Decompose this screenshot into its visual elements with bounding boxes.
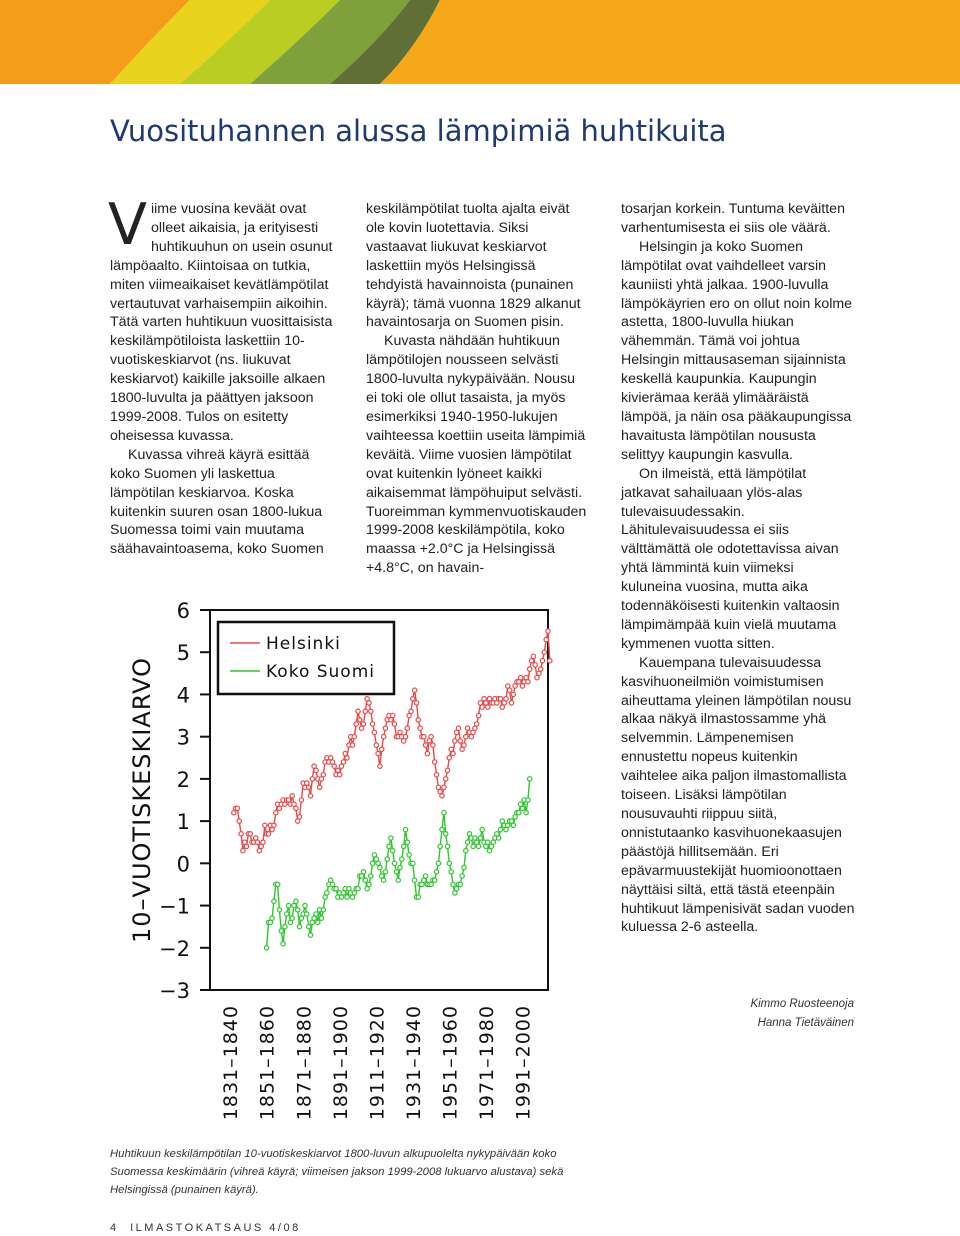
data-point-koko-suomi: [319, 916, 323, 920]
data-point-koko-suomi: [383, 870, 387, 874]
y-axis-ticks: [159, 599, 210, 1003]
intro-text: iime vuosina keväät ovat olleet aikaisia, ja erityisesti huhtikuuhun on usein osunut lämpöaalto. Kiintoisaa on tutkia, miten viimeaikaiset kevätlämpötilat vertautuvat varhaisempiin aikoihin. Tätä varten huhtikuun vuosittaisista keskilämpötiloista laskettiin 10-vuotiskeskiarvot (ns. liukuvat keskiarvot) kaikille jaksoille alkaen 1800-luvulta ja päättyen jaksoon 1999-2008. Tulos on esitetty oheisessa kuvassa.: [110, 201, 333, 444]
data-point-koko-suomi: [464, 849, 468, 853]
data-point-koko-suomi: [497, 836, 501, 840]
legend: [218, 622, 394, 694]
data-point-helsinki: [345, 756, 349, 760]
x-tick-label: 1911–1920: [366, 1005, 389, 1121]
column2-paragraph-1: keskilämpötilat tuolta ajalta eivät ole kovin luotettavia. Siksi vastaavat liukuvat keskiarvot laskettiin myös Helsingissä tehdyistä havainnoista (punainen käyrä); tämä vuonna 1829 alkanut havaintosarja on Suomen pisin.: [366, 201, 581, 331]
data-point-koko-suomi: [498, 827, 502, 831]
data-point-koko-suomi: [444, 832, 448, 836]
data-point-helsinki: [476, 713, 480, 717]
data-point-koko-suomi: [394, 870, 398, 874]
data-point-koko-suomi: [520, 806, 524, 810]
data-point-helsinki: [416, 718, 420, 722]
data-point-helsinki: [235, 806, 239, 810]
x-tick-label: 1831–1840: [220, 1005, 243, 1121]
x-tick-label: 1971–1980: [475, 1005, 498, 1121]
data-point-helsinki: [451, 751, 455, 755]
data-point-helsinki: [239, 832, 243, 836]
data-point-helsinki: [380, 747, 384, 751]
data-point-helsinki: [378, 764, 382, 768]
y-tick-label: 6: [176, 599, 190, 623]
data-point-helsinki: [391, 713, 395, 717]
data-point-koko-suomi: [286, 903, 290, 907]
data-point-koko-suomi: [398, 865, 402, 869]
data-point-helsinki: [370, 722, 374, 726]
data-point-koko-suomi: [458, 882, 462, 886]
publication-name: ILMASTOKATSAUS 4/08: [130, 1222, 301, 1234]
data-point-helsinki: [442, 785, 446, 789]
data-point-koko-suomi: [403, 827, 407, 831]
data-point-helsinki: [431, 743, 435, 747]
data-point-koko-suomi: [442, 811, 446, 815]
authors: [750, 995, 854, 1033]
data-point-helsinki: [266, 832, 270, 836]
data-point-koko-suomi: [451, 882, 455, 886]
data-point-helsinki: [352, 735, 356, 739]
data-point-helsinki: [332, 764, 336, 768]
x-axis-ticks: [220, 1005, 534, 1120]
data-point-helsinki: [381, 735, 385, 739]
x-tick-label: 1991–2000: [512, 1005, 535, 1121]
data-point-helsinki: [255, 840, 259, 844]
data-point-koko-suomi: [411, 861, 415, 865]
data-point-koko-suomi: [480, 827, 484, 831]
data-point-helsinki: [504, 697, 508, 701]
data-point-helsinki: [261, 840, 265, 844]
data-point-helsinki: [361, 722, 365, 726]
data-point-helsinki: [533, 663, 537, 667]
data-point-koko-suomi: [460, 874, 464, 878]
data-point-helsinki: [297, 815, 301, 819]
data-point-koko-suomi: [334, 887, 338, 891]
column1-paragraph-2: Kuvassa vihreä käyrä esittää koko Suomen yli laskettua lämpötilan keskiarvoa. Koska kuitenkin suuren osan 1800-lukua Suomessa toimi vain muutama säähavaintoasema, koko Suomen: [110, 446, 324, 558]
y-tick-label: −3: [159, 979, 190, 1003]
data-point-koko-suomi: [264, 946, 268, 950]
data-point-helsinki: [310, 777, 314, 781]
legend-helsinki-label: Helsinki: [266, 634, 341, 654]
footer: [110, 1222, 301, 1234]
data-point-helsinki: [237, 819, 241, 823]
data-point-helsinki: [433, 760, 437, 764]
data-point-koko-suomi: [416, 895, 420, 899]
data-point-helsinki: [511, 692, 515, 696]
data-point-helsinki: [412, 688, 416, 692]
data-point-koko-suomi: [325, 891, 329, 895]
data-point-helsinki: [540, 659, 544, 663]
data-point-koko-suomi: [412, 878, 416, 882]
y-tick-label: −2: [159, 936, 190, 961]
data-point-koko-suomi: [356, 887, 360, 891]
data-point-helsinki: [307, 785, 311, 789]
data-point-koko-suomi: [296, 908, 300, 912]
data-point-koko-suomi: [465, 840, 469, 844]
data-point-helsinki: [422, 735, 426, 739]
data-point-helsinki: [507, 688, 511, 692]
data-point-koko-suomi: [285, 912, 289, 916]
data-point-koko-suomi: [405, 840, 409, 844]
data-point-koko-suomi: [402, 844, 406, 848]
data-point-helsinki: [440, 794, 444, 798]
x-tick-label: 1891–1900: [329, 1005, 352, 1121]
data-point-koko-suomi: [308, 933, 312, 937]
data-point-helsinki: [383, 726, 387, 730]
y-tick-label: 2: [176, 767, 190, 792]
data-point-helsinki: [458, 739, 462, 743]
data-point-koko-suomi: [471, 844, 475, 848]
data-point-helsinki: [409, 709, 413, 713]
data-point-koko-suomi: [517, 811, 521, 815]
series-line-koko-suomi: [267, 779, 530, 948]
data-point-helsinki: [526, 680, 530, 684]
data-point-koko-suomi: [423, 874, 427, 878]
data-point-helsinki: [354, 722, 358, 726]
x-tick-label: 1931–1940: [402, 1005, 425, 1121]
data-point-helsinki: [544, 637, 548, 641]
data-point-koko-suomi: [433, 878, 437, 882]
data-point-koko-suomi: [407, 853, 411, 857]
data-point-koko-suomi: [290, 916, 294, 920]
data-point-helsinki: [241, 849, 245, 853]
data-point-helsinki: [299, 798, 303, 802]
data-point-koko-suomi: [367, 882, 371, 886]
data-point-koko-suomi: [391, 849, 395, 853]
data-point-helsinki: [518, 675, 522, 679]
data-point-koko-suomi: [305, 912, 309, 916]
data-point-koko-suomi: [361, 870, 365, 874]
data-point-koko-suomi: [434, 870, 438, 874]
data-point-helsinki: [294, 806, 298, 810]
column2-paragraph-2: Kuvasta nähdään huhtikuun lämpötilojen nousseen selvästi 1800-luvulta nykypäivään. Nousu ei toki ole ollut tasaista, ja myös esimerkiksi 1940-1950-lukujen vaihteessa koettiin useita lämpimiä keväitä. Viime vuosien lämpötilat ovat kuitenkin lyöneet kaikki aikaisemmat lämpöhuiput selvästi. Tuoreimman kymmenvuotiskauden 1999-2008 keskilämpötila, koko maassa +2.0°C ja Helsingissä +4.8°C, on havain-: [366, 333, 587, 577]
data-point-koko-suomi: [389, 836, 393, 840]
data-point-helsinki: [447, 756, 451, 760]
data-point-helsinki: [341, 760, 345, 764]
data-point-helsinki: [542, 650, 546, 654]
data-point-helsinki: [531, 654, 535, 658]
data-point-koko-suomi: [369, 874, 373, 878]
data-point-koko-suomi: [307, 925, 311, 929]
data-point-koko-suomi: [303, 903, 307, 907]
data-point-helsinki: [423, 743, 427, 747]
data-point-koko-suomi: [511, 823, 515, 827]
data-point-helsinki: [418, 726, 422, 730]
column3-paragraph-4: Kauempana tulevaisuudessa kasvihuoneilmiön voimistumisen aiheuttama yleinen lämpötilan nousu alkaa näkyä ilmastossamme yhä selvemmin. Lämpenemisen ennustettu nopeus kuitenkin vaihtelee aika paljon ilmastomallista toiseen. Lisäksi lämpötilan nousuvauhti riippuu siitä, onnistutaanko kasvihuonekaasujen päästöjä hillitsemään. Eri epävarmuustekijät huomioonottaen näyttäisi siltä, että tästä eteenpäin huhtikuut lämpenisivät sadan vuoden kuluessa 2-6 asteella.: [621, 654, 855, 936]
y-tick-label: 3: [176, 725, 190, 750]
y-tick-label: 4: [176, 683, 190, 708]
data-point-helsinki: [498, 697, 502, 701]
figure-caption: Huhtikuun keskilämpötilan 10-vuotiskeskiarvot 1800-luvun alkupuolelta nykypäivään koko Suomessa keskimäärin (vihreä käyrä; viimeisen jakson 1999-2008 lukuarvo alustava) sekä Helsingissä (punainen käyrä).: [110, 1148, 564, 1196]
data-point-koko-suomi: [378, 865, 382, 869]
data-point-helsinki: [244, 844, 248, 848]
author-2: Hanna Tietäväinen: [757, 1017, 854, 1029]
data-point-koko-suomi: [277, 908, 281, 912]
x-tick-label: 1871–1880: [293, 1005, 316, 1121]
data-point-koko-suomi: [281, 941, 285, 945]
data-point-helsinki: [290, 794, 294, 798]
data-point-helsinki: [248, 832, 252, 836]
data-point-helsinki: [546, 629, 550, 633]
data-point-koko-suomi: [396, 878, 400, 882]
data-point-helsinki: [509, 701, 513, 705]
data-point-koko-suomi: [381, 878, 385, 882]
y-tick-label: 0: [176, 852, 190, 877]
data-point-helsinki: [453, 739, 457, 743]
data-point-koko-suomi: [440, 827, 444, 831]
data-point-koko-suomi: [438, 844, 442, 848]
data-point-koko-suomi: [385, 857, 389, 861]
data-point-helsinki: [444, 777, 448, 781]
data-point-helsinki: [539, 667, 543, 671]
data-point-koko-suomi: [486, 840, 490, 844]
data-point-koko-suomi: [528, 777, 532, 781]
data-point-helsinki: [411, 697, 415, 701]
data-point-helsinki: [274, 811, 278, 815]
data-point-helsinki: [358, 718, 362, 722]
data-point-koko-suomi: [400, 857, 404, 861]
data-point-koko-suomi: [283, 925, 287, 929]
data-point-koko-suomi: [270, 916, 274, 920]
data-point-helsinki: [475, 722, 479, 726]
data-point-koko-suomi: [526, 798, 530, 802]
data-point-helsinki: [414, 701, 418, 705]
data-point-koko-suomi: [462, 865, 466, 869]
data-point-koko-suomi: [321, 908, 325, 912]
data-point-koko-suomi: [476, 844, 480, 848]
data-point-koko-suomi: [387, 844, 391, 848]
data-point-koko-suomi: [316, 920, 320, 924]
data-point-helsinki: [548, 659, 552, 663]
data-point-helsinki: [434, 773, 438, 777]
data-point-koko-suomi: [524, 811, 528, 815]
data-point-helsinki: [321, 773, 325, 777]
data-point-koko-suomi: [392, 861, 396, 865]
x-tick-label: 1851–1860: [256, 1005, 279, 1121]
y-tick-label: 1: [176, 810, 190, 835]
y-tick-label: −1: [159, 894, 190, 919]
data-point-helsinki: [456, 726, 460, 730]
data-point-helsinki: [272, 823, 276, 827]
data-point-koko-suomi: [478, 836, 482, 840]
x-tick-label: 1951–1960: [439, 1005, 462, 1121]
y-tick-label: 5: [176, 641, 190, 666]
column3-paragraph-2: Helsingin ja koko Suomen lämpötilat ovat vaihdelleet varsin kauniisti yhtä jalkaa. 1900-luvulla lämpökäyrien ero on ollut noin kolme astetta, 1800-luvulla hiukan vähemmän. Tämä voi johtua Helsingin mittausaseman sijainnista keskellä kaupunkia. Kaupungin kivierämaa kerää ylimääräistä lämpöä, ja näin osa pääkaupungissa havaitusta lämpötilan noususta selittyy kaupungin kasvulla.: [621, 238, 853, 463]
legend-box: [218, 622, 394, 694]
data-point-helsinki: [405, 726, 409, 730]
data-point-helsinki: [462, 743, 466, 747]
data-point-helsinki: [425, 751, 429, 755]
author-1: Kimmo Ruosteenoja: [750, 998, 854, 1010]
page-number: 4: [110, 1222, 117, 1234]
data-point-helsinki: [356, 709, 360, 713]
data-point-koko-suomi: [272, 899, 276, 903]
data-point-koko-suomi: [294, 899, 298, 903]
data-point-helsinki: [308, 794, 312, 798]
data-point-helsinki: [372, 730, 376, 734]
data-point-helsinki: [350, 743, 354, 747]
data-point-koko-suomi: [363, 878, 367, 882]
data-point-helsinki: [480, 705, 484, 709]
data-point-helsinki: [464, 735, 468, 739]
data-point-helsinki: [363, 709, 367, 713]
column3-paragraph-3: On ilmeistä, että lämpötilat jatkavat sahailuaan ylös-alas tulevaisuudessakin. Lähitulevaisuudessa ei siis välttämättä ole odotettavissa aivan yhtä lämmintä kuin viimeksi kuluneina vuosina, mutta aika todennäköisesti kuitenkin valtaosin lämpimämpää kuin vielä muutama kymmenen vuotta sitten.: [621, 465, 840, 652]
y-axis-label: 10–VUOTISKESKIARVO: [128, 656, 156, 944]
legend-koko-suomi-label: Koko Suomi: [266, 662, 375, 682]
data-point-koko-suomi: [436, 861, 440, 865]
column3-paragraph-1: tosarjan korkein. Tuntuma keväitten varhentumisesta ei siis ole väärä.: [621, 201, 845, 236]
data-point-helsinki: [314, 768, 318, 772]
data-point-koko-suomi: [297, 925, 301, 929]
data-point-koko-suomi: [445, 844, 449, 848]
data-point-koko-suomi: [279, 929, 283, 933]
data-point-koko-suomi: [447, 861, 451, 865]
data-point-helsinki: [367, 701, 371, 705]
data-point-koko-suomi: [370, 861, 374, 865]
data-point-helsinki: [403, 735, 407, 739]
data-point-helsinki: [486, 705, 490, 709]
data-point-helsinki: [376, 751, 380, 755]
data-point-helsinki: [374, 743, 378, 747]
data-point-koko-suomi: [275, 882, 279, 886]
data-point-helsinki: [429, 735, 433, 739]
page-title: Vuosituhannen alussa lämpimiä huhtikuita: [110, 114, 727, 149]
data-point-helsinki: [338, 773, 342, 777]
data-point-helsinki: [528, 667, 532, 671]
data-point-helsinki: [445, 768, 449, 772]
data-point-helsinki: [317, 785, 321, 789]
data-point-helsinki: [392, 722, 396, 726]
drop-cap: V: [108, 192, 147, 258]
data-point-koko-suomi: [449, 870, 453, 874]
data-point-koko-suomi: [345, 895, 349, 899]
data-point-koko-suomi: [314, 912, 318, 916]
data-point-helsinki: [263, 823, 267, 827]
data-point-helsinki: [369, 709, 373, 713]
